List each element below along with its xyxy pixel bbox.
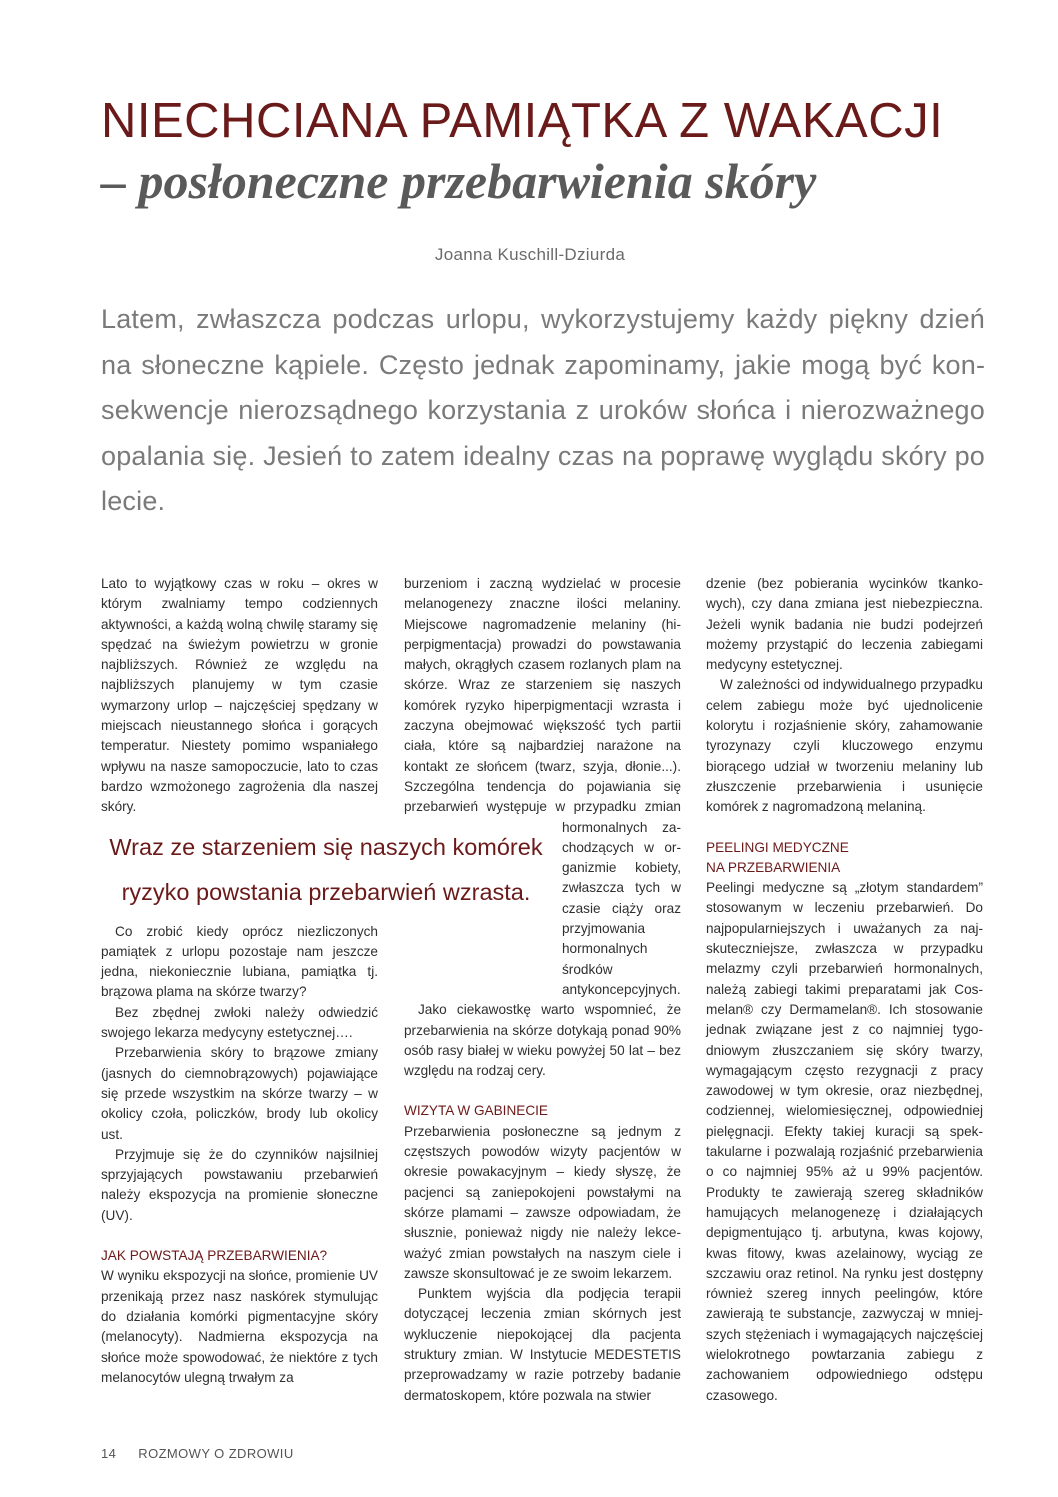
paragraph: Bez zbędnej zwłoki należy odwiedzić swojego lekarza medycyny estetycznej….	[101, 1004, 378, 1041]
article-author: Joanna Kuschill-Dziurda	[434, 245, 626, 264]
paragraph: burzeniom i zaczną wydzielać w procesie melanogenezy znaczne ilości melaniny. Miejscowe nagromadzenie melaniny (hiperpigmentacja) prowadzi do powstawania małych, okrągłych czasem rozlanych plam na skórze. Wraz ze starzeniem się naszych komórek ryzyko hiperpigmentacji wzrasta i zaczyna obejmować większość tych partii ciała, które są najbardziej narażone na kontakt ze słońcem (twarz, szyja, dłonie...). Szczególna tendencja do pojawiania się przebarwień występuje w przypadku zmian hormonalnych zachodzących w organizmie kobiety, zwłaszcza tych w czasie ciąży oraz przyjmowania hormonalnych środków antykoncepcyjnych.	[404, 576, 681, 997]
page-footer	[101, 1446, 294, 1461]
paragraph: Przebarwienia posłoneczne są jednym z częstszych powodów wizyty pacjentów w okresie powakacyjnym – kiedy słyszę, że pacjenci są zaniepokojeni powstałymi na skórze plamami – zawsze odpowiadam, że słusznie, ponieważ nigdy nie należy lekceważyć zmian powstałych na naszym ciele i zawsze skonsultować je ze swoim lekarzem.	[404, 1123, 681, 1281]
section-heading: JAK POWSTAJĄ PRZEBARWIENIA?	[101, 1248, 328, 1264]
paragraph: Co zrobić kiedy oprócz niezliczonych pamiątek z urlopu pozostaje nam jeszcze jedna, niekoniecznie lubiana, pamiątka tj. brązowa plama na skórze twarzy?	[101, 923, 378, 1000]
section-heading: PEELINGI MEDYCZNE	[706, 839, 849, 855]
paragraph: dzenie (bez pobierania wycinków tkankowych), czy dana zmiana jest niebezpieczna. Jeżeli wynik badania nie budzi podejrzeń możemy przystąpić do leczenia zabiegami medycyny estetycznej.	[706, 576, 983, 673]
article-subtitle: – posłoneczne przebarwienia skóry	[101, 153, 817, 209]
pull-quote-wrap-space	[404, 818, 562, 1000]
paragraph: W zależności od indywidualnego przypadku celem zabiegu może być ujednolicenie kolorytu i rozjaśnienie skóry, zahamowanie tyrozynazy czyli kluczowego enzymu biorącego udział w tworzeniu melaniny lub złuszczenie przebarwienia i usunięcie komórek z nagromadzoną melaniną.	[706, 677, 983, 815]
paragraph: W wyniku ekspozycji na słońce, promienie UV przenikają przez nasz naskórek stymulując do działania komórki pigmentacyjne skóry (melanocyty). Nadmierna ekspozycja na słońce może spowodować, że niektóre z tych melanocytów ulegną trwałym za	[101, 1268, 378, 1385]
paragraph: Peelingi medyczne są „złotym standardem” stosowanym w leczeniu przebarwień. Do najpopularniejszych i uważanych za najskuteczniejsze, zwłaszcza w przypadku melazmy czyli przebarwień hormonalnych, należą zabiegi takimi preparatami jak Cosmelan® czy Dermamelan®. Ich stosowanie jednak związane jest z co najmniej tygodniowym złuszczaniem się skóry twarzy, wymagającym często rezygnacji z pracy zawodowej w tym okresie, oraz niezbędnej, codziennej, wielomiesięcznej, odpowiedniej pielęgnacji. Efekty takiej kuracji są spektakularne i pozwalają rozjaśnić przebarwienia o co najmniej 95% aż u 99% pacjentów. Produkty te zawierają szereg składników hamujących melanogenezę i działających depigmentująco tj. arbutyna, kwas kojowy, kwas fitowy, kwas azelainowy, wyciąg ze szczawiu oraz retinol. Na rynku jest dostępny również szereg innych peelingów, które zawierają te substancje, zazwyczaj w mniejszych stężeniach i wymagających najczęściej wielokrotnego powtarzania zabiegu z zachowaniem odpowiedniego odstępu czasowego.	[706, 880, 983, 1403]
text-column-3	[706, 574, 983, 1406]
article-lead: Latem, zwłaszcza podczas urlopu, wykorzystujemy każdy piękny dzień na słoneczne kąpiele. Często jednak zapominamy, jakie mogą być konsekwencje nierozsądnego korzystania z uroków słońca i nierozważnego opalania się. Jesień to zatem idealny czas na poprawę wyglądu skóry po lecie.	[101, 304, 985, 516]
page-number: 14	[101, 1446, 117, 1461]
section-heading: NA PRZEBARWIENIA	[706, 859, 841, 875]
pull-quote: Wraz ze starzeniem się naszych komórek ryzyko powstania przebarwień wzrasta.	[109, 834, 543, 905]
paragraph: Lato to wyjątkowy czas w roku – okres w którym zwalniamy tempo codziennych aktywności, a każdą wolną chwilę staramy się spędzać na świeżym powietrzu w gronie najbliższych. Również ze względu na najbliższych planujemy w tym czasie wymarzony urlop – najczęściej spędzany w miejscach nieustannego słońca i gorących temperatur. Niestety pomimo wspaniałego wpływu na nasze samopoczucie, lato to czas bardzo wzmożonego zagrożenia dla naszej skóry.	[101, 576, 378, 815]
paragraph: Przyjmuje się że do czynników najsilniej sprzyjających powstawaniu przebarwień należy ekspozycja na promienie słoneczne (UV).	[101, 1146, 378, 1223]
magazine-name: ROZMOWY O ZDROWIU	[138, 1446, 294, 1461]
paragraph: Jako ciekawostkę warto wspomnieć, że przebarwienia na skórze dotykają ponad 90% osób rasy białej w wieku powyżej 50 lat – bez względu na rodzaj cery.	[404, 1002, 681, 1079]
section-heading: WIZYTA W GABINECIE	[404, 1103, 549, 1119]
text-column-2	[404, 574, 681, 1406]
text-column-1	[101, 574, 378, 1388]
article-title: NIECHCIANA PAMIĄTKA Z WAKACJI	[101, 94, 944, 148]
paragraph: Punktem wyjścia dla podjęcia terapii dotyczącej leczenia zmian skórnych jest wykluczenie niepokojącej dla pacjenta struktury zmian. W Instytucie MEDESTETIS przeprowadzamy w razie potrzeby badanie dermatoskopem, które pozwala na stwier	[404, 1286, 681, 1403]
paragraph: Przebarwienia skóry to brązowe zmiany (jasnych do ciemnobrązowych) pojawiające się przede wszystkim na skórze twarzy – w okolicy czoła, policzków, brody lub okolicy ust.	[101, 1045, 378, 1142]
